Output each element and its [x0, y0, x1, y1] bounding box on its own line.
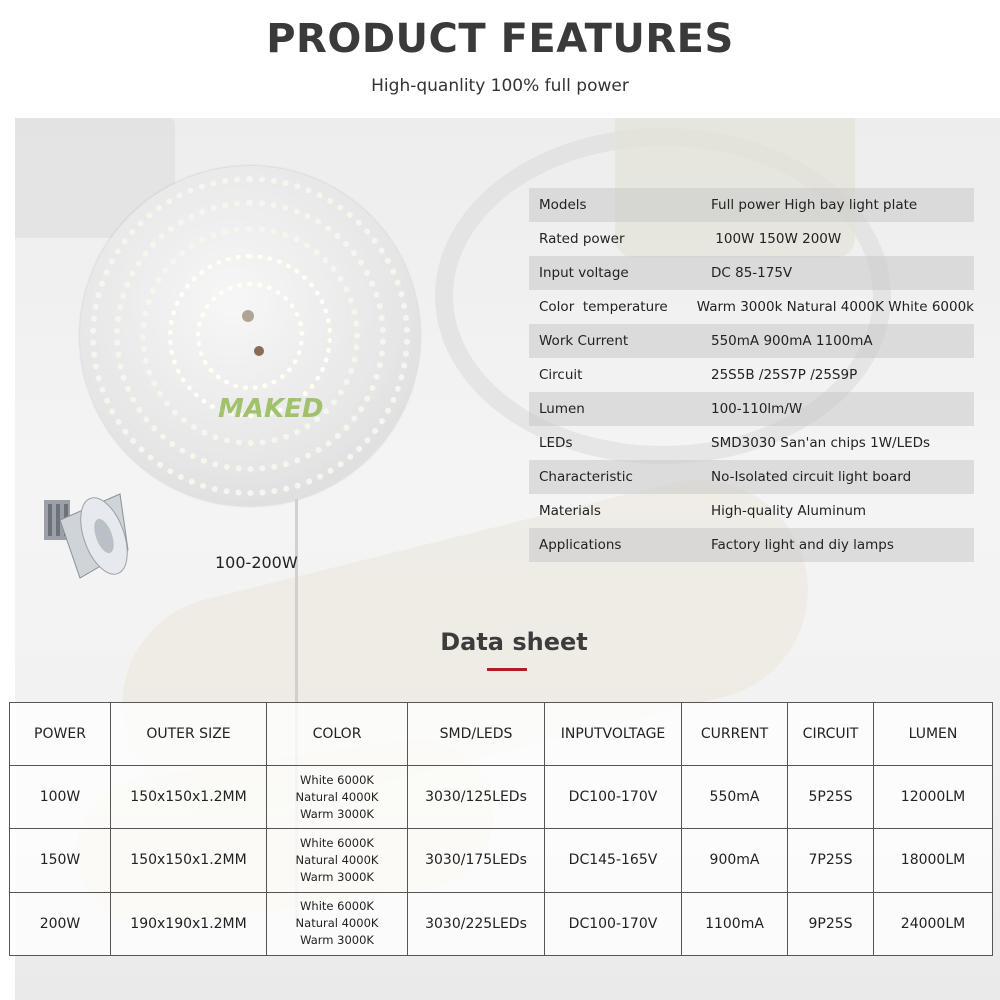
size-cell: 150x150x1.2MM: [111, 766, 267, 829]
table-row: [10, 892, 993, 955]
lumen-cell: 12000LM: [874, 766, 993, 829]
spec-row: [529, 324, 974, 358]
spec-value: High-quality Aluminum: [711, 503, 867, 519]
smd-cell: 3030/125LEDs: [408, 766, 545, 829]
spec-row: [529, 256, 974, 290]
spec-value: SMD3030 San'an chips 1W/LEDs: [711, 435, 931, 451]
current-cell: 900mA: [682, 829, 788, 892]
spec-key: Models: [539, 197, 587, 213]
spec-row: [529, 222, 974, 256]
circuit-cell: 5P25S: [788, 766, 874, 829]
size-cell: 190x190x1.2MM: [111, 892, 267, 955]
color-option: White 6000K: [300, 835, 374, 850]
color-option: Warm 3000K: [300, 933, 374, 948]
color-cell: [267, 829, 408, 892]
current-cell: 550mA: [682, 766, 788, 829]
lumen-cell: 24000LM: [874, 892, 993, 955]
spec-row: [529, 188, 974, 222]
spec-value: Full power High bay light plate: [711, 197, 918, 213]
spec-value: No-Isolated circuit light board: [711, 469, 912, 485]
table-row: [10, 829, 993, 892]
color-cell: [267, 892, 408, 955]
color-option: Natural 4000K: [295, 789, 379, 804]
color-option: Natural 4000K: [295, 852, 379, 867]
spec-key: Characteristic: [539, 469, 633, 485]
column-header: INPUTVOLTAGE: [545, 703, 682, 766]
spec-row: [529, 460, 974, 494]
spec-row: [529, 426, 974, 460]
column-header: POWER: [10, 703, 111, 766]
spec-row: [529, 358, 974, 392]
spec-key: Circuit: [539, 367, 583, 383]
column-header: CURRENT: [682, 703, 788, 766]
spec-value: Warm 3000k Natural 4000K White 6000k: [696, 299, 974, 315]
spec-value: DC 85-175V: [711, 265, 793, 281]
spec-key: Materials: [539, 503, 601, 519]
spec-key: Applications: [539, 537, 622, 553]
current-cell: 1100mA: [682, 892, 788, 955]
table-row: [10, 766, 993, 829]
lumen-cell: 18000LM: [874, 829, 993, 892]
spec-key: LEDs: [539, 435, 573, 451]
color-option: Natural 4000K: [295, 916, 379, 931]
column-header: SMD/LEDS: [408, 703, 545, 766]
color-option: White 6000K: [300, 899, 374, 914]
size-cell: 150x150x1.2MM: [111, 829, 267, 892]
brand-watermark: MAKED: [218, 394, 324, 424]
power-cell: 100W: [10, 766, 111, 829]
column-header: LUMEN: [874, 703, 993, 766]
color-option: Warm 3000K: [300, 806, 374, 821]
datasheet-header-row: [10, 703, 993, 766]
spec-key: Color temperature: [539, 299, 668, 315]
spec-value: Factory light and diy lamps: [711, 537, 894, 553]
spec-key: Work Current: [539, 333, 629, 349]
column-header: COLOR: [267, 703, 408, 766]
led-plate-image: [80, 166, 420, 506]
spec-key: Lumen: [539, 401, 585, 417]
plate-power-label: 100-200W: [215, 553, 298, 572]
color-cell: [267, 766, 408, 829]
power-cell: 150W: [10, 829, 111, 892]
spec-row: [529, 494, 974, 528]
spec-row: [529, 290, 974, 324]
spec-value: 550mA 900mA 1100mA: [711, 333, 873, 349]
circuit-cell: 7P25S: [788, 829, 874, 892]
spec-row: [529, 528, 974, 562]
voltage-cell: DC100-170V: [545, 766, 682, 829]
spec-value: 100W 150W 200W: [711, 231, 842, 247]
datasheet-title: Data sheet: [440, 628, 588, 656]
page-subtitle: High-quanlity 100% full power: [371, 76, 629, 96]
power-cell: 200W: [10, 892, 111, 955]
datasheet-table: [9, 702, 993, 956]
column-header: OUTER SIZE: [111, 703, 267, 766]
column-header: CIRCUIT: [788, 703, 874, 766]
color-option: Warm 3000K: [300, 869, 374, 884]
smd-cell: 3030/225LEDs: [408, 892, 545, 955]
spec-value: 100-110lm/W: [711, 401, 803, 417]
spec-key: Input voltage: [539, 265, 629, 281]
spec-value: 25S5B /25S7P /25S9P: [711, 367, 858, 383]
smd-cell: 3030/175LEDs: [408, 829, 545, 892]
color-option: White 6000K: [300, 772, 374, 787]
datasheet-title-underline: [487, 668, 527, 671]
circuit-cell: 9P25S: [788, 892, 874, 955]
voltage-cell: DC145-165V: [545, 829, 682, 892]
spec-row: [529, 392, 974, 426]
spec-table: [529, 188, 974, 562]
spec-key: Rated power: [539, 231, 625, 247]
voltage-cell: DC100-170V: [545, 892, 682, 955]
high-bay-lamp-icon: [20, 490, 130, 580]
page-title: PRODUCT FEATURES: [266, 16, 734, 62]
